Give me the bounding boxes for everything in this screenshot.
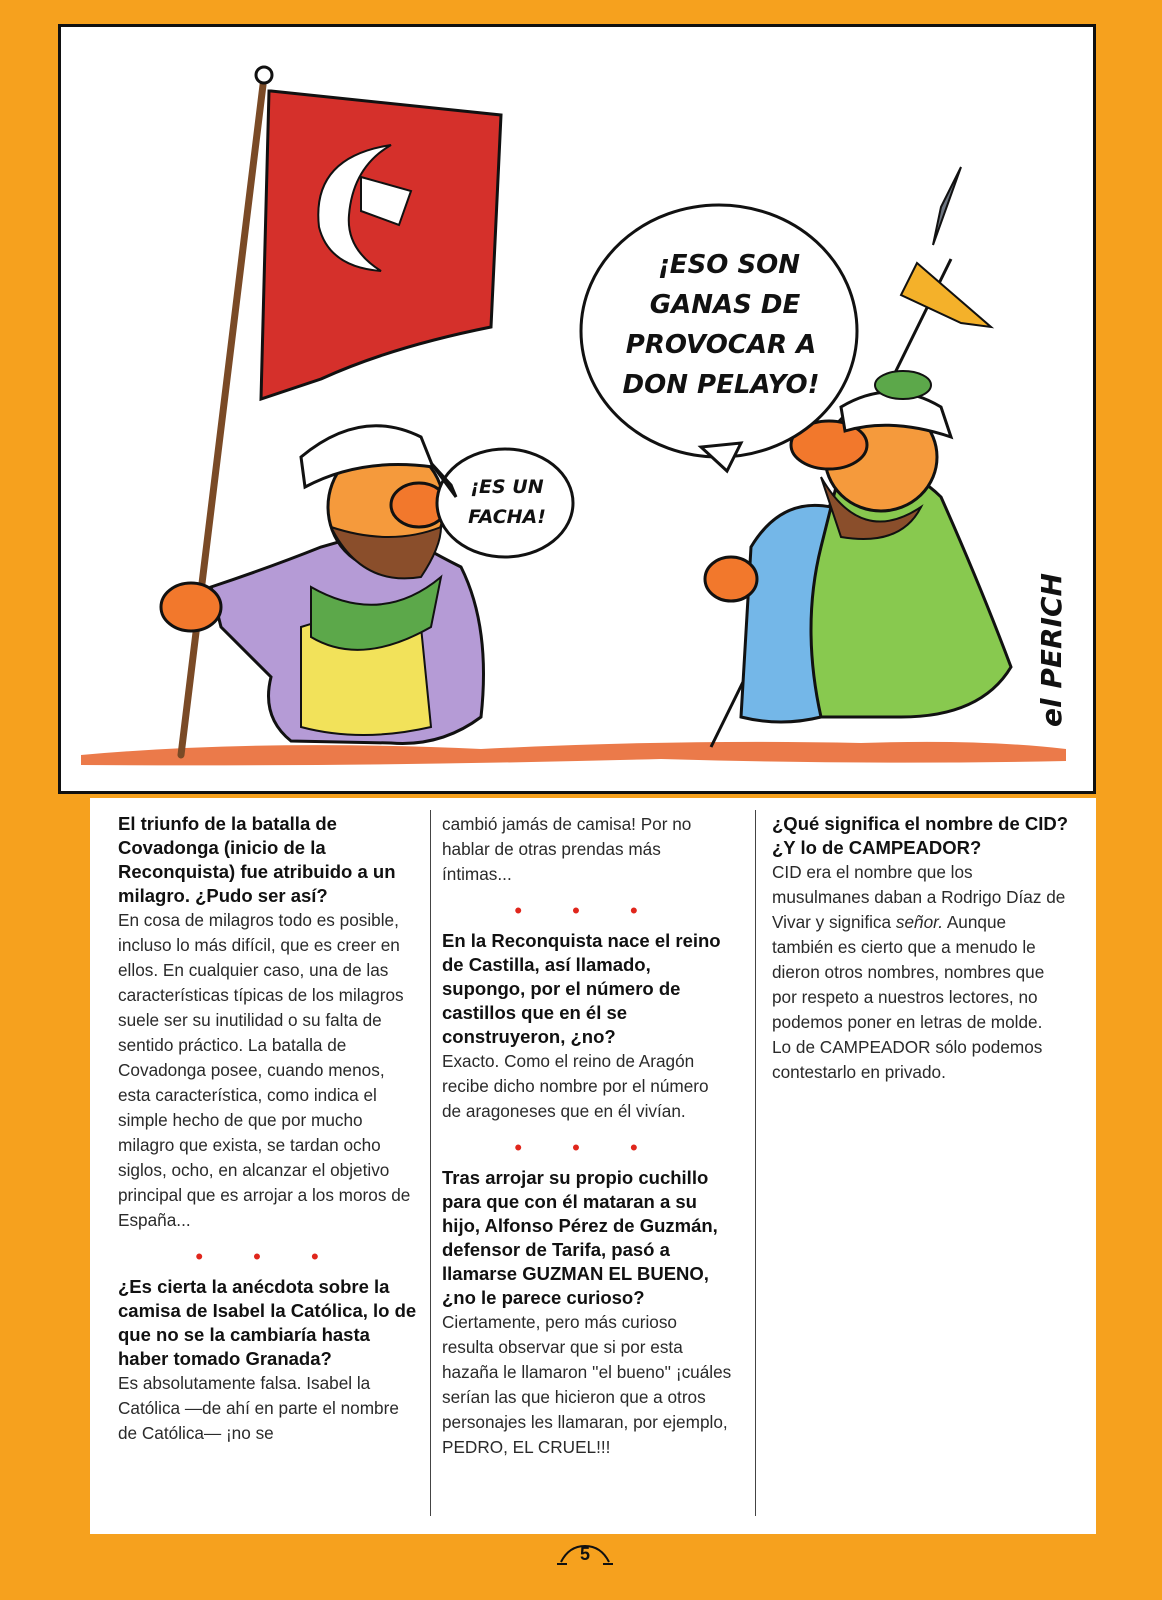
page-number: [555, 1536, 615, 1572]
question-covadonga: El triunfo de la batalla de Covadonga (inicio de la Reconquista) fue atribuido a un milagro. ¿Pudo ser así?: [118, 813, 396, 906]
column-1: [118, 812, 418, 1516]
cartoon-illustration: [61, 27, 1093, 791]
answer-covadonga: En cosa de milagros todo es posible, incluso lo más difícil, que es creer en ellos. En cualquier caso, una de las características típicas de los milagros suele ser su inutilidad o su falta de sentido práctico. La batalla de Covadonga posee, cuando menos, esta característica, como indica el simple hecho de que por mucho milagro que exista, se tardan ocho siglos, ocho, en alcanzar el objetivo principal que es arrojar a los moros de España...: [118, 910, 411, 1230]
answer-cid-senor: señor.: [895, 912, 944, 932]
speech-bubble-left: [431, 449, 573, 557]
column-divider: [755, 810, 756, 1516]
column-3: [772, 812, 1072, 1516]
question-cid: ¿Qué significa el nombre de CID? ¿Y lo de CAMPEADOR?: [772, 813, 1069, 858]
question-isabel-camisa: ¿Es cierta la anécdota sobre la camisa de Isabel la Católica, lo de que no se la cambiaría hasta haber tomado Granada?: [118, 1276, 417, 1369]
page-number-value: 5: [579, 1544, 590, 1564]
answer-cid: [772, 860, 1072, 1035]
flag-cloth: [261, 91, 501, 399]
cartoon-panel: [58, 24, 1096, 794]
qa-text-panel: [90, 798, 1096, 1534]
artist-signature: el PERICH: [1035, 573, 1068, 727]
answer-castilla: Exacto. Como el reino de Aragón recibe dicho nombre por el número de aragoneses que en él vivían.: [442, 1051, 709, 1121]
answer-cid-part-2: Aunque también es cierto que a menudo le dieron otros nombres, nombres que por respeto a nuestros lectores, no podemos poner en letras de molde.: [772, 912, 1045, 1032]
speech-right-line-4: DON PELAYO!: [622, 370, 820, 400]
question-castilla: En la Reconquista nace el reino de Castilla, así llamado, supongo, por el número de castillos que en él se construyeron, ¿no?: [442, 930, 721, 1047]
speech-right-line-3: PROVOCAR A: [625, 330, 817, 360]
column-2: [442, 812, 732, 1516]
left-character: [161, 426, 484, 744]
column-divider: [430, 810, 431, 1516]
separator-dots: • • •: [514, 898, 660, 923]
speech-right-line-1: ¡ESO SON: [657, 250, 801, 280]
speech-left-line-1: ¡ES UN: [470, 476, 544, 498]
speech-right-line-2: GANAS DE: [649, 290, 801, 320]
answer-isabel-camisa-continued: cambió jamás de camisa! Por no hablar de otras prendas más íntimas...: [442, 814, 692, 884]
question-guzman: Tras arrojar su propio cuchillo para que con él mataran a su hijo, Alfonso Pérez de Guzmán, defensor de Tarifa, pasó a llamarse GUZMAN EL BUENO, ¿no le parece curioso?: [442, 1167, 718, 1308]
ground: [81, 742, 1066, 766]
answer-cid-part-1: CID era el nombre que los musulmanes daban a Rodrigo Díaz de Vivar y significa: [772, 862, 1066, 932]
answer-guzman: Ciertamente, pero más curioso resulta observar que si por esta hazaña le llamaron ''el bueno'' ¡cuáles serían las que hicieron que a otros personajes les llamaran, por ejemplo, PEDRO, EL CRUEL!!!: [442, 1312, 732, 1457]
separator-dots: • • •: [514, 1135, 660, 1160]
separator-dots: • • •: [195, 1244, 341, 1269]
answer-isabel-camisa: Es absolutamente falsa. Isabel la Católica —de ahí en parte el nombre de Católica— ¡no se: [118, 1373, 399, 1443]
speech-left-line-2: FACHA!: [468, 506, 546, 528]
answer-campeador: Lo de CAMPEADOR sólo podemos contestarlo en privado.: [772, 1037, 1043, 1082]
